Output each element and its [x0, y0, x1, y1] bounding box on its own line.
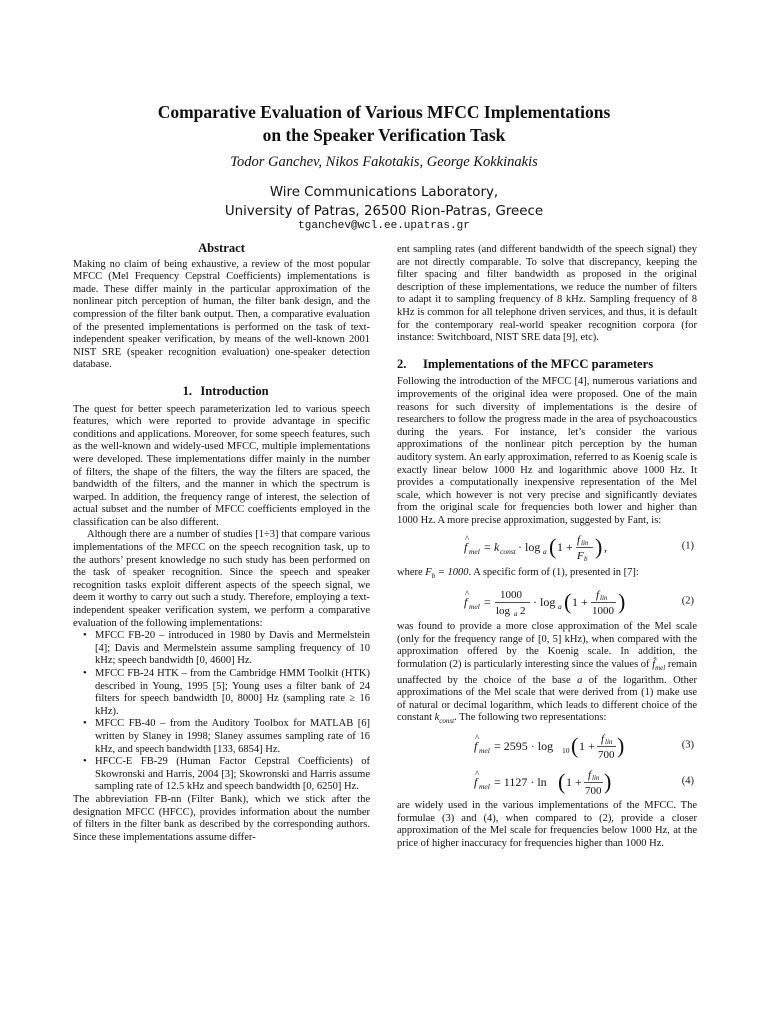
- paragraph-2-part-a: was found to provide a more close approximation of the Mel scale (only for the frequency range of [0, 5] kHz), when compared with the approximation offered by the Koenig scale. In addition, the formulation (2) is particularly interesting since the values of: [397, 621, 697, 670]
- svg-text:(: (: [549, 534, 557, 560]
- svg-text:,: ,: [604, 540, 607, 555]
- paragraph-2-part-b: remain unaffected by the choice of the base: [397, 658, 698, 686]
- svg-text:b: b: [584, 555, 588, 564]
- equation-1-number: (1): [681, 541, 694, 553]
- svg-text:a: a: [514, 610, 518, 619]
- svg-text:): ): [604, 769, 612, 795]
- equation-4-number: (4): [681, 775, 694, 787]
- fmel-hat-inline: $f̂_{mel}$: [652, 658, 666, 673]
- svg-text:1 +: 1 +: [566, 775, 582, 790]
- section-1-number: 1.: [182, 383, 193, 398]
- equation-2-number: (2): [681, 595, 694, 607]
- where-label: where: [397, 567, 423, 579]
- svg-text:(: (: [558, 769, 566, 795]
- svg-text:a: a: [558, 602, 562, 612]
- svg-text:f: f: [596, 589, 600, 602]
- list-item: • MFCC FB-20 – introduced in 1980 by Davis and Mermelstein [4]; Davis and Mermelstein assume sampling frequency of 10 kHz; speech bandwidth [0, 4600] Hz.: [95, 630, 370, 668]
- svg-text:f: f: [474, 775, 478, 790]
- implementation-list: [73, 630, 370, 794]
- abstract-heading: Abstract: [198, 241, 245, 255]
- svg-text:mel: mel: [469, 547, 480, 557]
- svg-text:1 +: 1 +: [572, 595, 588, 610]
- kconst-inline: $k_{const}$: [434, 712, 455, 726]
- list-item: • MFCC FB-24 HTK – from the Cambridge HMM Toolkit (HTK) described in Young, 1995 [5]; Young uses a filter bank of 24 filters for speech bandwidth [0, 8000] Hz (sampling rate ≥ 16 kHz).: [95, 668, 370, 718]
- equation-3: [397, 728, 697, 764]
- svg-text:^: ^: [465, 589, 470, 600]
- affiliation: [60, 184, 708, 221]
- svg-text:f: f: [474, 739, 478, 754]
- equation-4-formula: [472, 764, 622, 800]
- svg-text:· log: · log: [518, 540, 541, 555]
- list-item: • HFCC-E FB-29 (Human Factor Cepstral Coefficients) of Skowronski and Harris, 2004 [3]; Skowronski and Harris assume sampling rate of 12.5 kHz and speech bandwidth [0, 6250] Hz.: [95, 756, 370, 794]
- svg-text:mel: mel: [479, 782, 490, 792]
- svg-text:^: ^: [465, 534, 470, 545]
- section-2-paragraph-3: are widely used in the various implementations of the MFCC. The formulae (3) and (4), when compared to (2), provide a closer approximation of the Mel scale for frequencies below 1000 Hz, at the price of higher inaccuracy for frequencies higher than 1000 Hz.: [397, 800, 697, 849]
- svg-text:= 1127 · ln: = 1127 · ln: [494, 775, 547, 790]
- fb-definition: $F_b = 1000$: [425, 567, 469, 581]
- right-column: [397, 244, 697, 850]
- svg-text:2: 2: [520, 605, 526, 618]
- svg-text:f: f: [577, 534, 581, 547]
- svg-text:=: =: [484, 540, 491, 555]
- where-line: [397, 567, 697, 583]
- svg-text:): ): [595, 534, 603, 560]
- affiliation-line-1: Wire Communications Laboratory,: [269, 185, 499, 200]
- section-1-title: Introduction: [200, 383, 269, 398]
- equation-4: [397, 764, 697, 800]
- equation-1: [397, 527, 697, 567]
- section-2-paragraph-2: was found to provide a more close approximation of the Mel scale (only for the frequency range of [0, 5] kHz), when compared with the approximation offered by the Koenig scale. In addition, the formulation (2) is particularly interesting since the values of $f̂_{mel}$ remain unaffected by the choice of the base a of the logarithm. Other approximations of the Mel scale that were derived from (1) make use of natural or decimal logarithm, which leads to different choice of the constant $k_{const}$. The following two representations:: [397, 621, 698, 726]
- section-2-heading: [397, 358, 697, 371]
- affiliation-line-2: University of Patras, 26500 Rion-Patras, Greece: [224, 203, 544, 219]
- svg-text:700: 700: [585, 785, 602, 798]
- title-line-1: Comparative Evaluation of Various MFCC Implementations: [157, 102, 611, 122]
- paper-title: [60, 101, 708, 147]
- abstract-text: Making no claim of being exhaustive, a review of the most popular MFCC (Mel Frequency Cepstral Coefficients) implementations is made. These differ mainly in the particular approximation of the nonlinear pitch perception of human, the filter bank design, and the compression of the filter bank output. Then, a comparative evaluation of the presented implementations is performed on the task of text-independent speaker verification, by means of the well-known 2001 NIST SRE (speaker recognition evaluation) one-speaker detection database.: [73, 258, 370, 371]
- svg-text:f: f: [601, 733, 605, 746]
- svg-text:(: (: [564, 589, 572, 615]
- svg-text:): ): [618, 589, 626, 615]
- base-a-inline: a: [577, 674, 583, 686]
- svg-text:f: f: [464, 540, 468, 555]
- title-line-2: on the Speaker Verification Task: [262, 125, 506, 145]
- svg-text:mel: mel: [479, 746, 490, 756]
- svg-text:1000: 1000: [500, 589, 522, 602]
- svg-text:const: const: [500, 547, 516, 557]
- equation-2: [397, 583, 697, 621]
- svg-text:mel: mel: [469, 602, 480, 612]
- svg-text:f: f: [464, 595, 468, 610]
- list-item: • MFCC FB-40 – from the Auditory Toolbox for MATLAB [6] written by Slaney in 1998; Slaney assumes sampling rate of 16 kHz, and speech bandwidth [133, 6854] Hz.: [95, 718, 370, 756]
- intro-paragraph-3: The abbreviation FB-nn (Filter Bank), which we stick after the designation MFCC (HFCC), provides information about the number of filters in the filter bank as described by the corresponding authors. Since these implementations assume differ-: [73, 793, 370, 843]
- svg-text:): ): [617, 733, 625, 759]
- equation-2-formula: [462, 584, 632, 620]
- svg-text:^: ^: [475, 733, 480, 744]
- svg-text:a: a: [543, 547, 547, 557]
- section-1-heading: [73, 385, 370, 398]
- section-2-number: 2.: [397, 356, 407, 371]
- section-2-title: Implementations of the MFCC parameters: [423, 356, 654, 371]
- intro-paragraph-2: Although there are a number of studies [1÷3] that compare various implementations of the MFCC on the speech recognition task, up to the authors’ present knowledge no such study has been performed on the task of speaker recognition. Since the speech and speaker recognition tasks exploit different aspects of the speech signal, we deem it worthy to carry out such a study. Therefore, employing a text-independent speaker verification system, we perform a comparative evaluation of the following implementations:: [73, 529, 370, 629]
- svg-text:log: log: [496, 605, 511, 618]
- svg-text:=: =: [484, 595, 491, 610]
- paragraph-2-part-d: The following two representations:: [459, 712, 607, 724]
- svg-text:lin: lin: [605, 738, 613, 747]
- where-suffix: . A specific form of (1), presented in [7]:: [468, 567, 639, 579]
- equation-3-formula: [472, 728, 625, 764]
- svg-text:F: F: [577, 550, 584, 563]
- svg-text:1 +: 1 +: [557, 540, 573, 555]
- author-email: tganchev@wcl.ee.upatras.gr: [298, 220, 470, 232]
- svg-text:· log: · log: [533, 595, 556, 610]
- svg-text:^: ^: [475, 769, 480, 780]
- svg-text:lin: lin: [600, 594, 608, 603]
- svg-text:f: f: [588, 769, 592, 782]
- author-list: Todor Ganchev, Nikos Fakotakis, George Kokkinakis: [230, 154, 538, 170]
- svg-text:10: 10: [562, 746, 570, 756]
- svg-text:1 +: 1 +: [579, 739, 595, 754]
- svg-text:(: (: [571, 733, 579, 759]
- svg-text:700: 700: [598, 749, 615, 762]
- svg-text:1000: 1000: [592, 605, 614, 618]
- paragraph-2-part-c: of the logarithm. Other approximations of the Mel scale that were derived from (1) make use of natural or decimal logarithm, which leads to different choice of the constant: [397, 674, 698, 724]
- intro-paragraph-1: The quest for better speech parameterization led to various speech features, which were reported to provide advantage in specific conditions and applications. Moreover, for some speech features, such as the well-known and widely-used MFCC, multiple implementations were developed. These implementations differ mainly in the number of filters, the shape of the filters, the way the filters are spaced, the bandwidth of the filters, and the manner in which the spectrum is warped. In addition, the frequency range of interest, the selection of actual subset and the number of MFCC coefficients employed in the classification can be also different.: [73, 403, 370, 528]
- equation-3-number: (3): [681, 739, 694, 751]
- svg-text:= 2595 · log: = 2595 · log: [494, 739, 554, 754]
- svg-text:lin: lin: [581, 539, 589, 548]
- svg-text:lin: lin: [592, 774, 600, 783]
- left-column: [73, 242, 370, 844]
- equation-1-formula: [462, 529, 632, 565]
- section-2-paragraph-1: Following the introduction of the MFCC [4], numerous variations and improvements of the original idea were proposed. One of the main reasons for such diversity of implementations is the desire of researchers to follow the progress made in the area of psychoacoustics during the years. For instance, let’s consider the various approximations of the nonlinear pitch perception by the human auditory system. An early approximation, referred to as Koenig scale is exactly linear below 1000 Hz and logarithmic above 1000 Hz. It provides a computationally inexpensive representation of the Mel scale, which however is not very precise and significantly deviates from the original scale for frequencies both lower and higher than 1000 Hz. A more precise approximation, suggested by Fant, is:: [397, 376, 697, 526]
- continuation-paragraph: ent sampling rates (and different bandwidth of the speech signal) they are not directly comparable. To solve that discrepancy, keeping the filter spacing and filter bandwidth as proposed in the original description of these implementations, we reduce the number of filters to adapt it to sampling frequency of 8 kHz. Sampling frequency of 8 kHz is common for all telephone driven services, and thus, it is default for the contemporary real-world speaker recognition corpora (for instance: Switchboard, NIST SRE data [9], etc).: [397, 244, 697, 344]
- svg-text:k: k: [494, 540, 500, 555]
